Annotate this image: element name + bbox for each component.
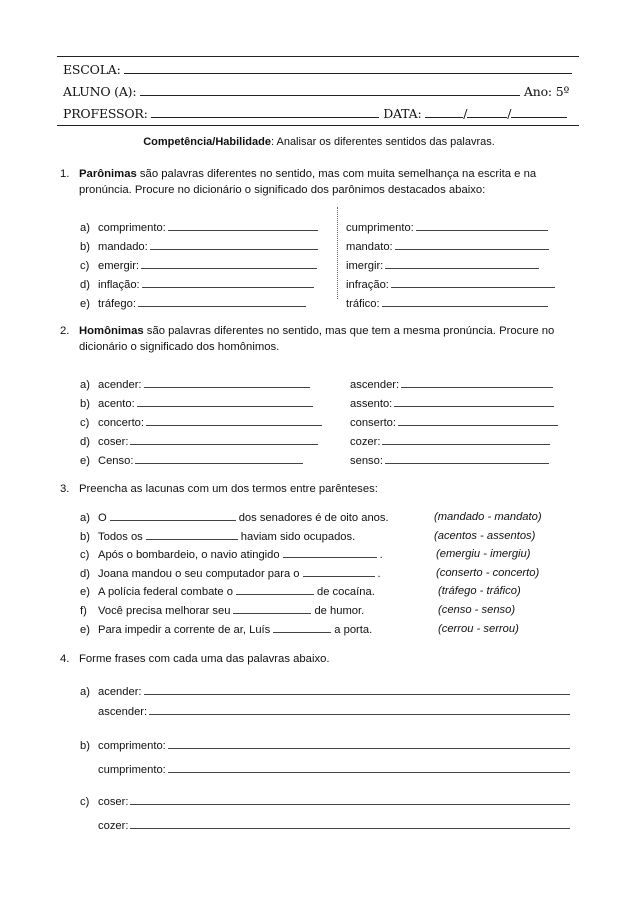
- item-word: inflação:: [98, 279, 140, 291]
- date-year-field[interactable]: [511, 105, 567, 118]
- answer-line[interactable]: [168, 737, 570, 749]
- professor-label: PROFESSOR:: [63, 106, 148, 121]
- item-letter: d): [80, 279, 90, 291]
- answer-options: (conserto - concerto): [436, 566, 540, 579]
- sentence-end: de cocaína.: [316, 586, 375, 599]
- definition-item: [80, 376, 310, 392]
- question-term: Homônimas: [79, 325, 144, 337]
- item-letter: b): [80, 740, 90, 752]
- data-label: DATA:: [383, 106, 422, 121]
- item-letter: a): [80, 222, 90, 234]
- competencia-text: : Analisar os diferentes sentidos das palavras.: [270, 136, 495, 148]
- question-number: 3.: [60, 483, 70, 495]
- escola-label: ESCOLA:: [63, 62, 121, 77]
- question-number: 2.: [60, 325, 70, 337]
- question-number: 1.: [60, 168, 70, 180]
- item-word: tráfico:: [346, 298, 380, 310]
- answer-line[interactable]: [168, 761, 570, 773]
- answer-options: (emergiu - imergiu): [436, 548, 531, 561]
- sentence-end: a porta.: [334, 623, 373, 636]
- answer-blank[interactable]: [168, 219, 318, 231]
- definition-item: [80, 295, 306, 311]
- definition-item: [350, 433, 550, 449]
- fill-blank-item: [80, 509, 389, 525]
- answer-blank[interactable]: [110, 509, 236, 521]
- question-body: são palavras diferentes no sentido, mas que tem a mesma pronúncia. Procure no dicionário o significado dos homônimos.: [79, 325, 555, 353]
- answer-blank[interactable]: [283, 546, 377, 558]
- definition-item: [346, 276, 555, 292]
- sentence-item: [98, 817, 570, 833]
- item-letter: c): [80, 796, 90, 808]
- escola-field[interactable]: [124, 61, 572, 74]
- definition-item: [350, 414, 558, 430]
- answer-line[interactable]: [130, 793, 570, 805]
- aluno-field[interactable]: [140, 83, 520, 96]
- item-word: comprimento:: [98, 222, 166, 234]
- answer-blank[interactable]: [391, 276, 555, 288]
- competencia-line: [0, 136, 638, 148]
- definition-item: [80, 452, 303, 468]
- answer-blank[interactable]: [135, 452, 303, 464]
- item-letter: a): [80, 379, 90, 391]
- item-letter: a): [80, 512, 90, 524]
- competencia-label: Competência/Habilidade: [143, 136, 271, 148]
- sentence-item: [98, 703, 570, 719]
- answer-options: (mandado - mandato): [434, 511, 542, 523]
- question-number: 4.: [60, 653, 70, 665]
- answer-blank[interactable]: [385, 452, 549, 464]
- definition-item: [80, 238, 318, 254]
- item-word: senso:: [350, 455, 383, 467]
- answer-blank[interactable]: [385, 257, 539, 269]
- definition-item: [350, 395, 554, 411]
- definition-item: [346, 295, 548, 311]
- sentence-start: Após o bombardeio, o navio atingido: [98, 549, 280, 562]
- item-word: infração:: [346, 279, 389, 291]
- aluno-line: [63, 83, 569, 99]
- definition-item: [80, 257, 317, 273]
- question-text: Preencha as lacunas com um dos termos entre parênteses:: [79, 483, 378, 495]
- date-day-field[interactable]: [425, 105, 463, 118]
- item-word: coser:: [98, 436, 129, 448]
- answer-blank[interactable]: [146, 528, 238, 540]
- question-text: Forme frases com cada uma das palavras abaixo.: [79, 653, 330, 665]
- answer-blank[interactable]: [303, 565, 375, 577]
- answer-blank[interactable]: [141, 257, 317, 269]
- sentence-item: [80, 683, 570, 699]
- answer-blank[interactable]: [382, 295, 548, 307]
- answer-options: (acentos - assentos): [434, 529, 536, 542]
- question-body: são palavras diferentes no sentido, mas com muita semelhança na escrita e na pronúncia. Procure no dicionário o significado dos parônimos destacados abaixo:: [79, 168, 537, 196]
- item-letter: b): [80, 398, 90, 410]
- item-word: Censo:: [98, 455, 134, 467]
- item-word: emergir:: [98, 260, 140, 272]
- fill-blank-item: [80, 546, 383, 562]
- item-word: tráfego:: [98, 298, 136, 310]
- sentence-item: [80, 793, 570, 809]
- sentence-item: [98, 761, 570, 777]
- column-divider: [337, 207, 338, 299]
- item-word: assento:: [350, 398, 393, 410]
- answer-blank[interactable]: [394, 395, 554, 407]
- sentence-start: Você precisa melhorar seu: [98, 605, 231, 617]
- definition-item: [350, 376, 553, 392]
- professor-field[interactable]: [151, 105, 379, 118]
- fill-blank-item: [80, 565, 381, 581]
- date-month-field[interactable]: [467, 105, 507, 118]
- item-word: coser:: [98, 796, 129, 808]
- item-letter: f): [80, 605, 87, 617]
- answer-blank[interactable]: [142, 276, 314, 288]
- item-letter: e): [80, 586, 90, 599]
- answer-options: (censo - senso): [438, 604, 516, 616]
- definition-item: [346, 238, 549, 254]
- item-word: mandato:: [346, 241, 393, 253]
- sentence-end: de humor.: [314, 605, 365, 617]
- sentence-end: haviam sido ocupados.: [240, 530, 356, 543]
- fill-blank-item: [80, 583, 375, 599]
- escola-line: [63, 61, 572, 77]
- answer-line[interactable]: [144, 683, 570, 695]
- item-letter: e): [80, 298, 90, 310]
- answer-blank[interactable]: [273, 621, 331, 633]
- aluno-label: ALUNO (A):: [63, 84, 137, 99]
- item-letter: b): [80, 241, 90, 253]
- answer-blank[interactable]: [137, 395, 313, 407]
- answer-line[interactable]: [130, 817, 570, 829]
- item-word: cumprimento:: [346, 222, 414, 234]
- professor-line: PROFESSOR: DATA: / /: [63, 105, 567, 121]
- item-word: ascender:: [98, 706, 148, 718]
- definition-item: [80, 414, 322, 430]
- header-box: [57, 56, 579, 126]
- item-letter: e): [80, 623, 90, 636]
- answer-options: (tráfego - tráfico): [438, 585, 521, 598]
- item-letter: c): [80, 549, 90, 562]
- definition-item: [80, 276, 314, 292]
- sentence-end: dos senadores é de oito anos.: [238, 512, 389, 524]
- sentence-start: Para impedir a corrente de ar, Luís: [98, 623, 271, 636]
- item-word: conserto:: [350, 417, 397, 429]
- answer-blank[interactable]: [150, 238, 318, 250]
- definition-item: [80, 395, 313, 411]
- fill-blank-item: [80, 621, 372, 637]
- sentence-start: Todos os: [98, 530, 143, 543]
- answer-blank[interactable]: [416, 219, 548, 231]
- item-word: cozer:: [98, 820, 129, 832]
- item-letter: c): [80, 417, 90, 429]
- definition-item: [346, 219, 548, 235]
- answer-blank[interactable]: [138, 295, 306, 307]
- item-word: cozer:: [350, 436, 381, 448]
- sentence-start: O: [98, 512, 107, 524]
- answer-blank[interactable]: [236, 583, 314, 595]
- item-letter: c): [80, 260, 90, 272]
- item-word: ascender:: [350, 379, 400, 391]
- sentence-start: A polícia federal combate o: [98, 586, 233, 599]
- answer-blank[interactable]: [401, 376, 553, 388]
- item-letter: d): [80, 436, 90, 448]
- question-text: [79, 323, 579, 355]
- item-word: cumprimento:: [98, 764, 166, 776]
- definition-item: [346, 257, 539, 273]
- definition-item: [350, 452, 549, 468]
- item-word: mandado:: [98, 241, 148, 253]
- ano-label: Ano: 5º: [523, 84, 570, 99]
- answer-blank[interactable]: [398, 414, 558, 426]
- answer-blank[interactable]: [130, 433, 318, 445]
- answer-options: (cerrou - serrou): [438, 622, 519, 635]
- item-word: acender:: [98, 379, 142, 391]
- item-word: imergir:: [346, 260, 384, 272]
- answer-blank[interactable]: [144, 376, 310, 388]
- answer-blank[interactable]: [233, 602, 311, 614]
- item-word: acender:: [98, 686, 142, 698]
- item-letter: a): [80, 686, 90, 698]
- sentence-start: Joana mandou o seu computador para o: [98, 567, 300, 580]
- definition-item: [80, 433, 318, 449]
- answer-line[interactable]: [149, 703, 570, 715]
- sentence-end: .: [379, 549, 383, 562]
- item-letter: b): [80, 530, 90, 543]
- item-word: acento:: [98, 398, 135, 410]
- sentence-item: [80, 737, 570, 753]
- definition-item: [80, 219, 318, 235]
- item-letter: e): [80, 455, 90, 467]
- item-word: concerto:: [98, 417, 145, 429]
- question-text: [79, 166, 579, 198]
- fill-blank-item: [80, 528, 355, 544]
- answer-blank[interactable]: [395, 238, 549, 250]
- sentence-end: .: [377, 567, 381, 580]
- item-word: comprimento:: [98, 740, 166, 752]
- answer-blank[interactable]: [146, 414, 322, 426]
- answer-blank[interactable]: [382, 433, 550, 445]
- item-letter: d): [80, 567, 90, 580]
- fill-blank-item: [80, 602, 364, 618]
- question-term: Parônimas: [79, 168, 137, 180]
